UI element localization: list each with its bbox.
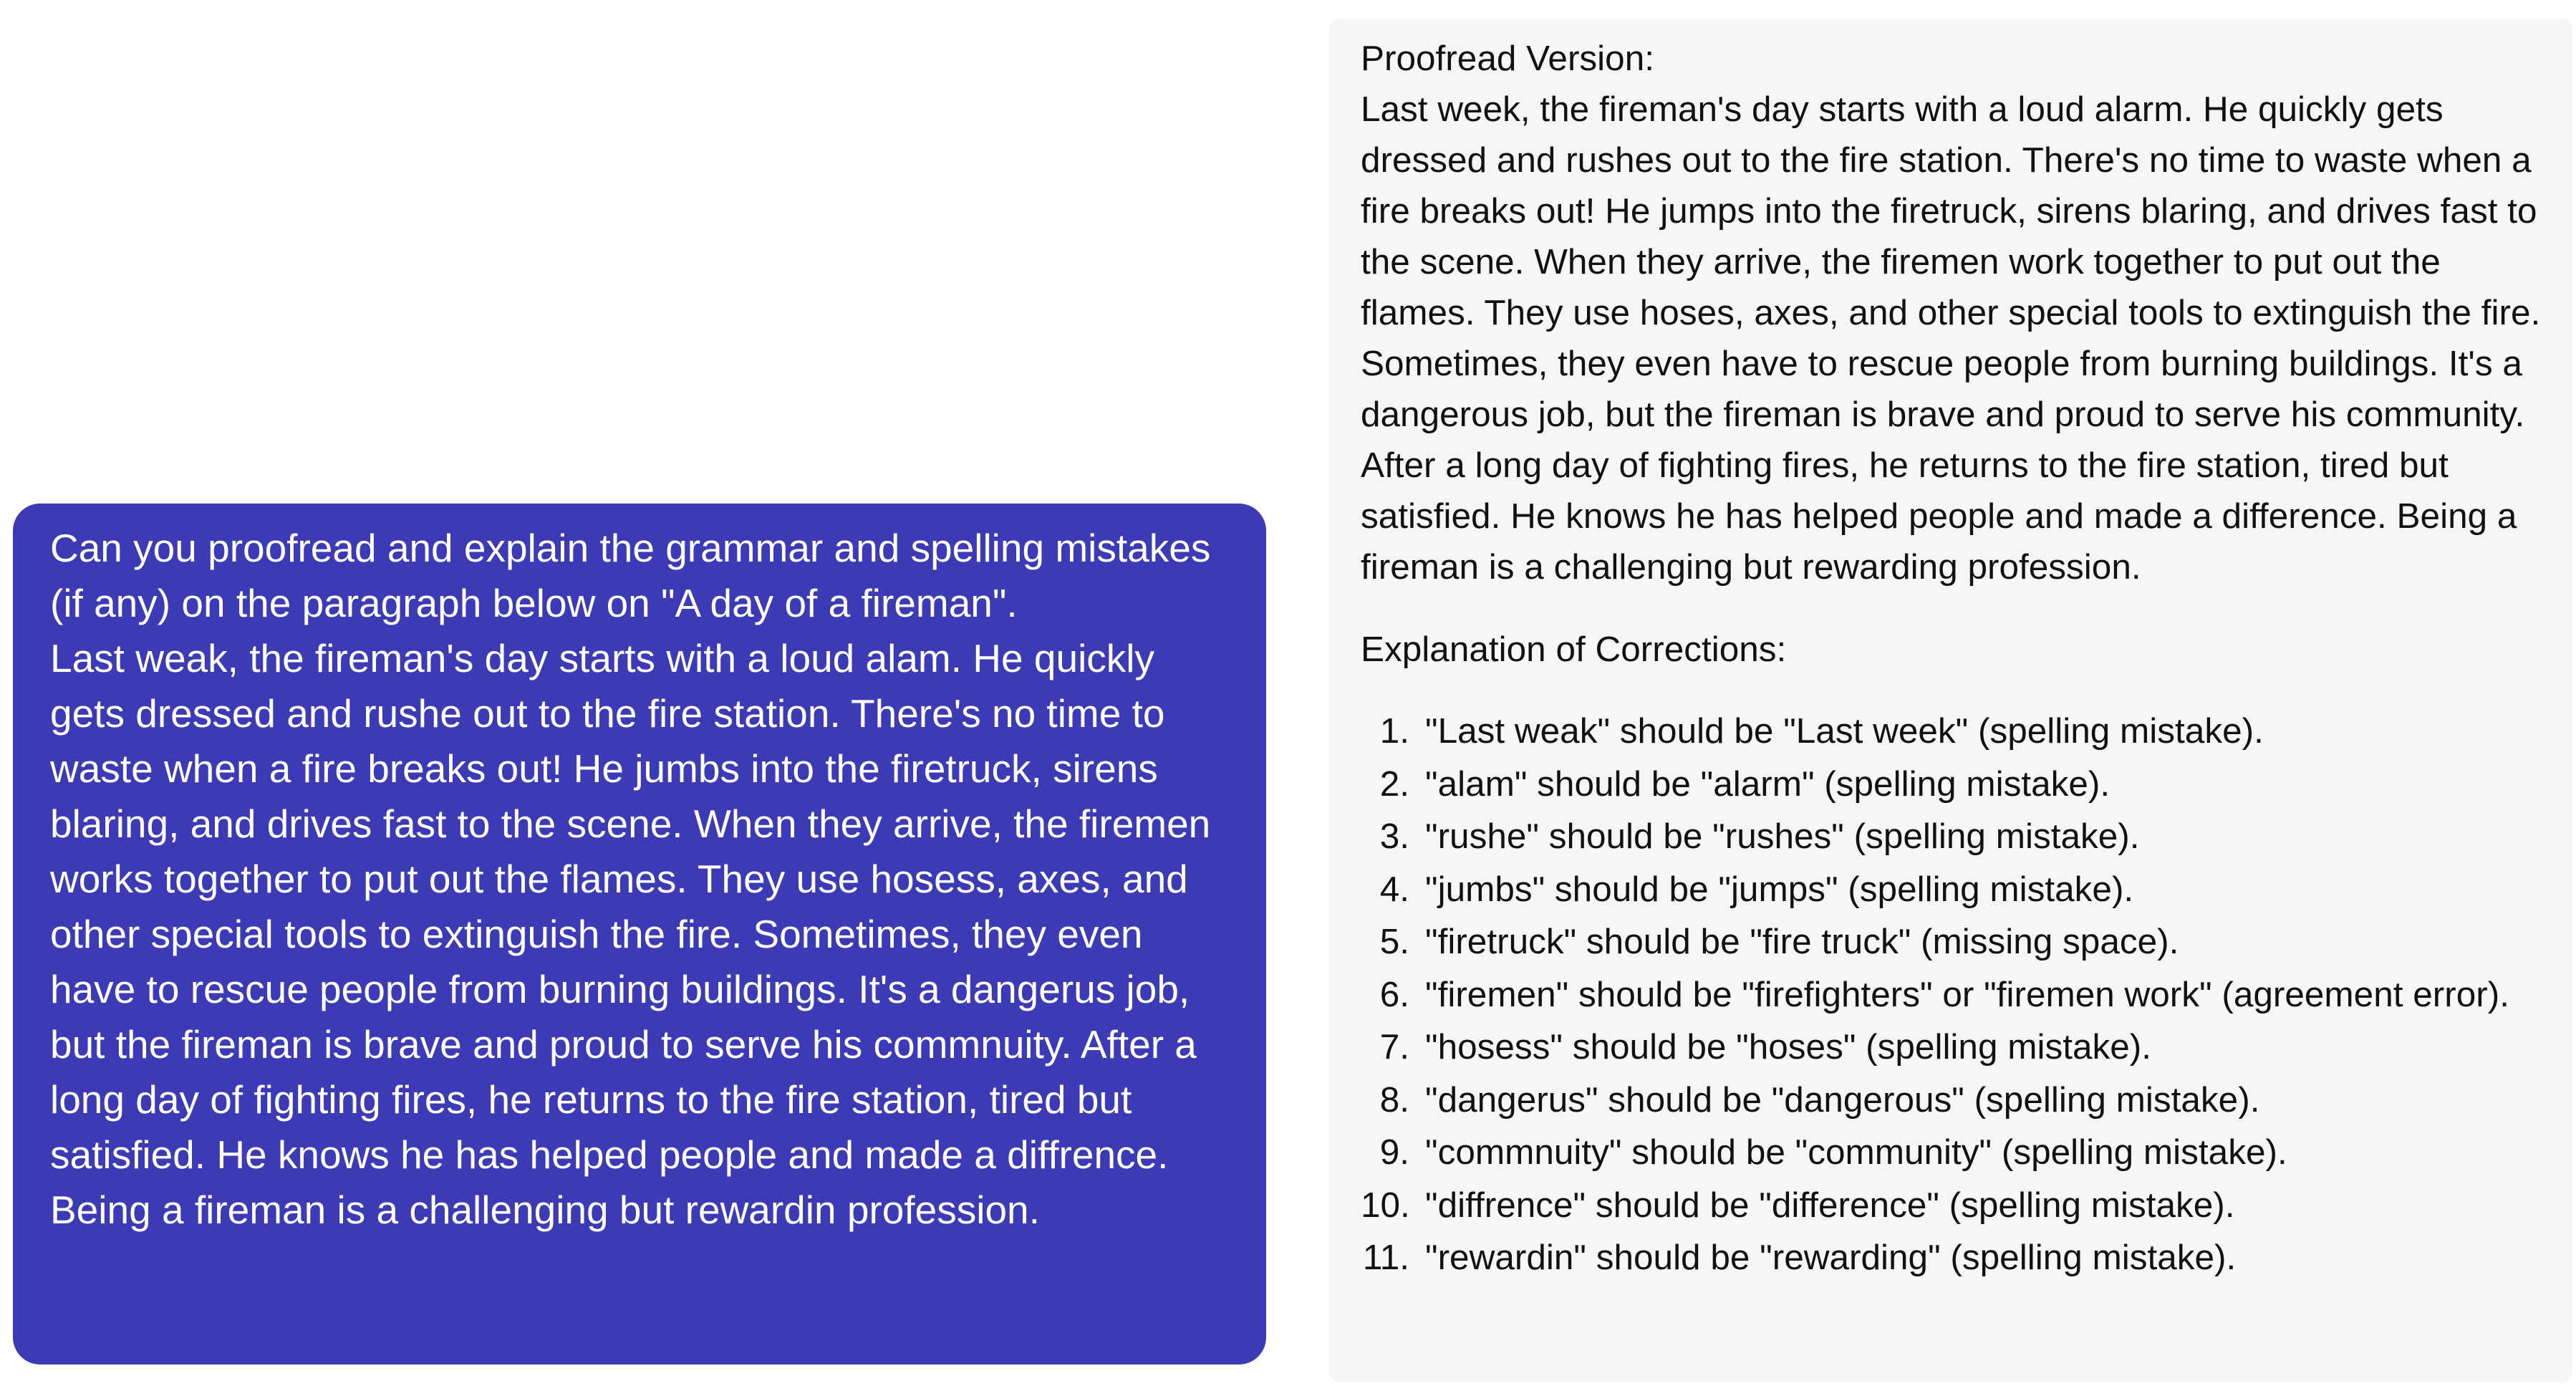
correction-item [1361,810,2544,863]
correction-item [1361,705,2544,758]
correction-text: "diffrence" should be "difference" (spelling mistake). [1425,1185,2235,1225]
correction-text: "rushe" should be "rushes" (spelling mistake). [1425,817,2140,856]
correction-number: 10. [1361,1185,1410,1225]
correction-text: "firetruck" should be "fire truck" (missing space). [1425,922,2179,961]
correction-number: 11. [1362,1238,1409,1277]
corrections-list [1361,705,2544,1284]
correction-text: "commnuity" should be "community" (spelling mistake). [1425,1132,2287,1172]
user-message-bubble [13,504,1266,1364]
correction-number: 3. [1379,817,1409,856]
correction-item [1361,863,2544,916]
correction-number: 6. [1379,974,1409,1014]
correction-number: 7. [1379,1027,1409,1067]
correction-item [1361,1021,2544,1074]
user-prompt-text: Can you proofread and explain the grammar and spelling mistakes (if any) on the paragraph below on "A day of a fireman". [50,526,1211,625]
correction-item [1361,1126,2544,1179]
correction-number: 1. [1379,711,1409,751]
correction-number: 4. [1379,869,1409,909]
correction-text: "hosess" should be "hoses" (spelling mistake). [1425,1027,2152,1067]
correction-text: "Last weak" should be "Last week" (spelling mistake). [1425,711,2264,751]
correction-text: "firemen" should be "firefighters" or "firemen work" (agreement error). [1425,974,2509,1014]
correction-item [1361,968,2544,1021]
correction-text: "alam" should be "alarm" (spelling mistake). [1425,764,2111,804]
spacer [1361,675,2544,705]
spacer [1361,592,2544,624]
correction-number: 8. [1379,1079,1409,1120]
proofread-heading: Proofread Version: [1361,39,1654,78]
proofread-text: Last week, the fireman's day starts with a loud alarm. He quickly gets dressed and rushes out to the fire station. There's no time to waste when a fire breaks out! He jumps into the firetruck, sirens blaring, and drives fast to the scene. When they arrive, the firemen work together to put out the flames. They use hoses, axes, and other special tools to extinguish the fire. Sometimes, they even have to rescue people from burning buildings. It's a dangerous job, but the fireman is brave and proud to serve his community. After a long day of fighting fires, he returns to the fire station, tired but satisfied. He knows he has helped people and made a difference. Being a fireman is a challenging but rewarding profession. [1361,90,2541,587]
explanation-heading: Explanation of Corrections: [1361,630,1787,669]
correction-item [1361,1074,2544,1127]
correction-item [1361,758,2544,811]
correction-item [1361,1179,2544,1232]
correction-text: "dangerus" should be "dangerous" (spelling mistake). [1425,1079,2260,1120]
correction-text: "rewardin" should be "rewarding" (spelling mistake). [1425,1238,2237,1277]
correction-item [1361,915,2544,968]
correction-number: 2. [1379,764,1409,804]
user-paragraph-text: Last weak, the fireman's day starts with a loud alam. He quickly gets dressed and rushe out to the fire station. There's no time to waste when a fire breaks out! He jumbs into the firetruck, sirens blaring, and drives fast to the scene. When they arrive, the firemen works together to put out the flames. They use hosess, axes, and other special tools to extinguish the fire. Sometimes, they even have to rescue people from burning buildings. It's a dangerus job, but the fireman is brave and proud to serve his commnuity. After a long day of fighting fires, he returns to the fire station, tired but satisfied. He knows he has helped people and made a diffrence. Being a fireman is a challenging but rewardin profession. [50,636,1211,1232]
assistant-response-panel [1329,19,2572,1382]
correction-number: 5. [1379,922,1409,961]
correction-text: "jumbs" should be "jumps" (spelling mistake). [1425,869,2134,909]
correction-item [1361,1231,2544,1284]
correction-number: 9. [1379,1132,1409,1172]
